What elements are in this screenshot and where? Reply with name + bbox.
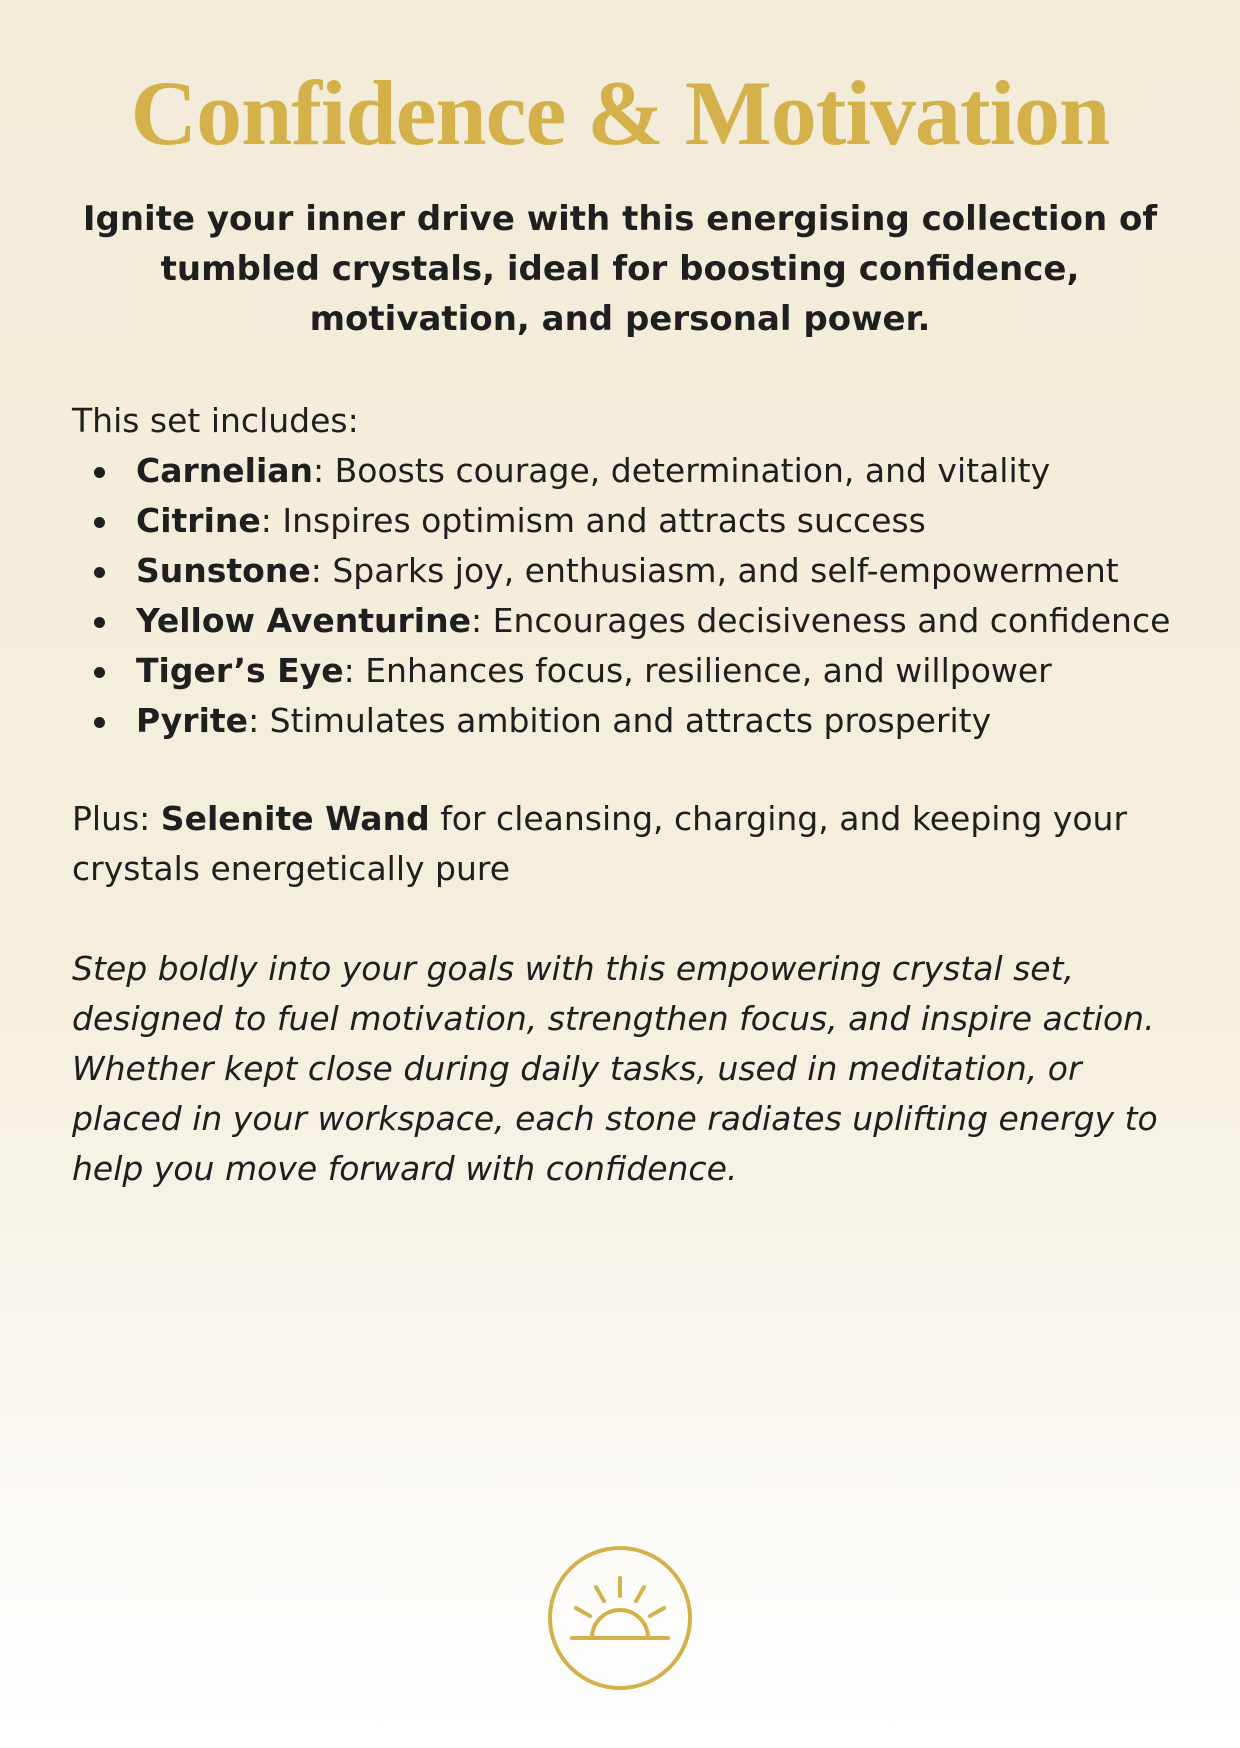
list-item [72, 696, 1202, 746]
bullet-icon [94, 717, 105, 728]
list-item [72, 546, 1202, 596]
crystal-name: Carnelian [136, 451, 314, 490]
list-item [72, 446, 1202, 496]
crystal-name: Yellow Aventurine [136, 601, 471, 640]
plus-item-name: Selenite Wand [160, 799, 430, 838]
list-item [72, 496, 1202, 546]
crystal-name: Tiger’s Eye [136, 651, 344, 690]
closing-paragraph: Step boldly into your goals with this empowering crystal set, designed to fuel motivation, strengthen focus, and inspire action. Whether kept close during daily tasks, used in meditation, or placed in your workspace, each stone radiates uplifting energy to help you move forward with confidence. [72, 949, 1158, 1188]
crystal-list [72, 446, 1202, 746]
sunrise-icon [546, 1544, 694, 1692]
plus-prefix: Plus: [72, 799, 161, 838]
crystal-description: : Encourages decisiveness and confidence [471, 601, 1171, 640]
crystal-name: Citrine [136, 501, 261, 540]
crystal-description: : Inspires optimism and attracts success [260, 501, 926, 540]
includes-label: This set includes: [72, 401, 359, 440]
crystal-description: : Sparks joy, enthusiasm, and self-empowerment [310, 551, 1119, 590]
bullet-icon [94, 567, 105, 578]
bullet-icon [94, 617, 105, 628]
list-item [72, 596, 1202, 646]
crystal-name: Sunstone [136, 551, 311, 590]
list-item [72, 646, 1202, 696]
bullet-icon [94, 517, 105, 528]
bullet-icon [94, 467, 105, 478]
page-title: Confidence & Motivation [130, 62, 1110, 164]
crystal-description: : Stimulates ambition and attracts prosperity [248, 701, 992, 740]
intro-text: Ignite your inner drive with this energising collection of tumbled crystals, ideal for boosting confidence, motivation, and personal power. [82, 199, 1158, 339]
crystal-description: : Boosts courage, determination, and vitality [313, 451, 1051, 490]
crystal-description: : Enhances focus, resilience, and willpower [343, 651, 1052, 690]
plus-item-description: for cleansing, charging, and keeping your crystals energetically pure [72, 799, 1128, 888]
crystal-name: Pyrite [136, 701, 249, 740]
bullet-icon [94, 667, 105, 678]
plus-item-text [72, 794, 1182, 894]
